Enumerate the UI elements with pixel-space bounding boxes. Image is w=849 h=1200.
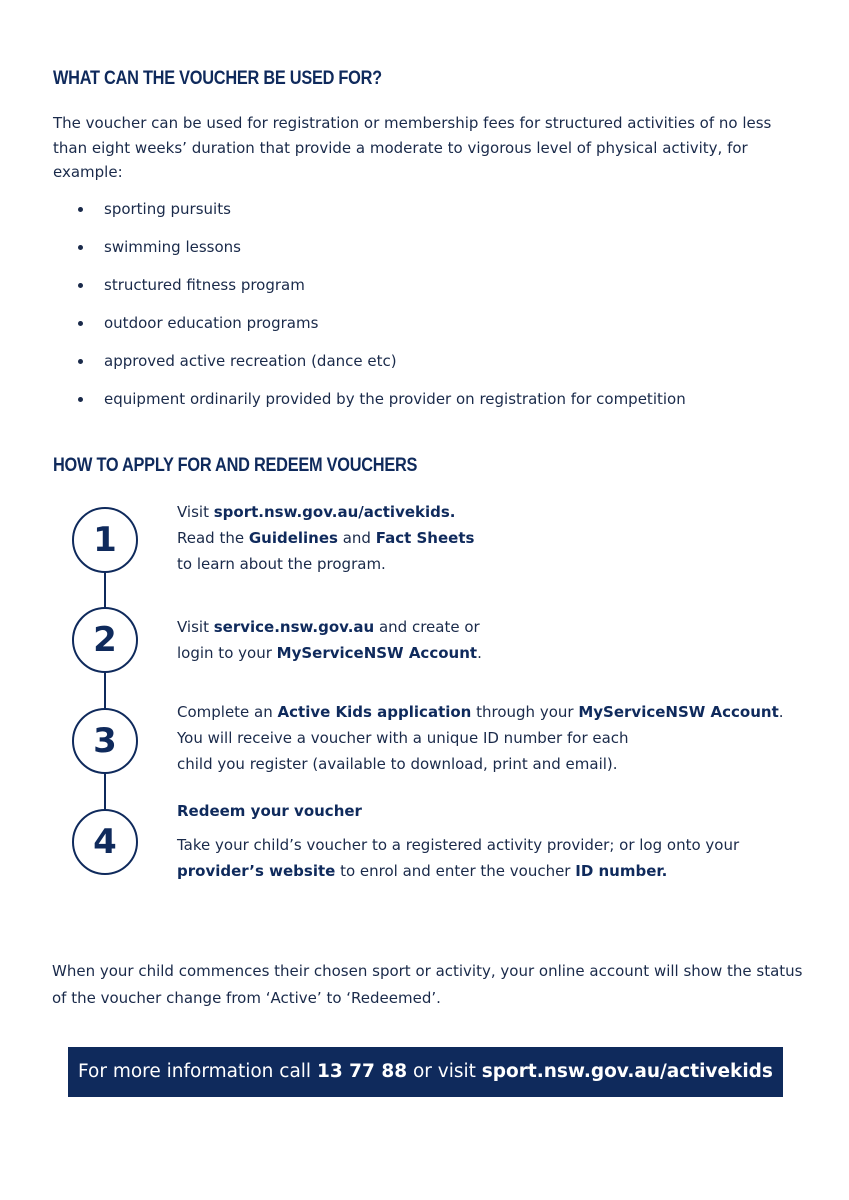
fact-sheets-link[interactable]: Fact Sheets [375, 529, 475, 547]
myservicensw-account: MyServiceNSW Account [578, 703, 779, 721]
voucher-status-note: When your child commences their chosen sport or activity, your online account will show the status of the voucher change from ‘Active’ to ‘Redeemed’. [52, 962, 803, 1007]
bullet-icon [78, 283, 83, 288]
service-nsw-link[interactable]: service.nsw.gov.au [213, 618, 375, 636]
guidelines-link[interactable]: Guidelines [248, 529, 338, 547]
voucher-uses-list [53, 196, 813, 424]
step-1-number-icon: 1 [72, 507, 138, 573]
active-kids-application: Active Kids application [277, 703, 472, 721]
voucher-id-number: ID number. [575, 862, 668, 880]
step-2-number-icon: 2 [72, 607, 138, 673]
step-4-title: Redeem your voucher [177, 802, 362, 820]
bullet-icon [78, 359, 83, 364]
bullet-icon [78, 245, 83, 250]
step-1-text: Visit sport.nsw.gov.au/activekids. Read the Guidelines and Fact Sheets to learn about the program. [177, 503, 475, 573]
bullet-icon [78, 397, 83, 402]
step-3-number-icon: 3 [72, 708, 138, 774]
list-item: sporting pursuits [53, 196, 813, 234]
step-4-number-icon: 4 [72, 809, 138, 875]
list-item: outdoor education programs [53, 310, 813, 348]
list-item: swimming lessons [53, 234, 813, 272]
provider-website: provider’s website [177, 862, 336, 880]
list-item: approved active recreation (dance etc) [53, 348, 813, 386]
bullet-icon [78, 321, 83, 326]
list-item: equipment ordinarily provided by the provider on registration for competition [53, 386, 813, 424]
phone-number[interactable]: 13 77 88 [316, 1061, 408, 1082]
step-2-text: Visit service.nsw.gov.au and create or login to your MyServiceNSW Account. [177, 618, 482, 662]
bullet-icon [78, 207, 83, 212]
list-item: structured fitness program [53, 272, 813, 310]
section-heading-apply-redeem: HOW TO APPLY FOR AND REDEEM VOUCHERS [53, 455, 418, 476]
contact-banner: For more information call 13 77 88 or visit sport.nsw.gov.au/activekids [68, 1047, 783, 1097]
section-heading-voucher-uses: WHAT CAN THE VOUCHER BE USED FOR? [53, 68, 382, 89]
activekids-link[interactable]: sport.nsw.gov.au/activekids. [213, 503, 456, 521]
myservicensw-account: MyServiceNSW Account [276, 644, 478, 662]
activekids-website-link[interactable]: sport.nsw.gov.au/activekids [481, 1061, 773, 1082]
step-3-text: Complete an Active Kids application through your MyServiceNSW Account. You will receive a voucher with a unique ID number for each child you register (available to download, print and email). [177, 703, 784, 773]
voucher-uses-intro: The voucher can be used for registration or membership fees for structured activities of no less than eight weeks’ duration that provide a moderate to vigorous level of physical activity, for example: [53, 114, 772, 181]
step-4-text: Redeem your voucher Take your child’s voucher to a registered activity provider; or log onto your provider’s website to enrol and enter the voucher ID number. [177, 798, 817, 884]
